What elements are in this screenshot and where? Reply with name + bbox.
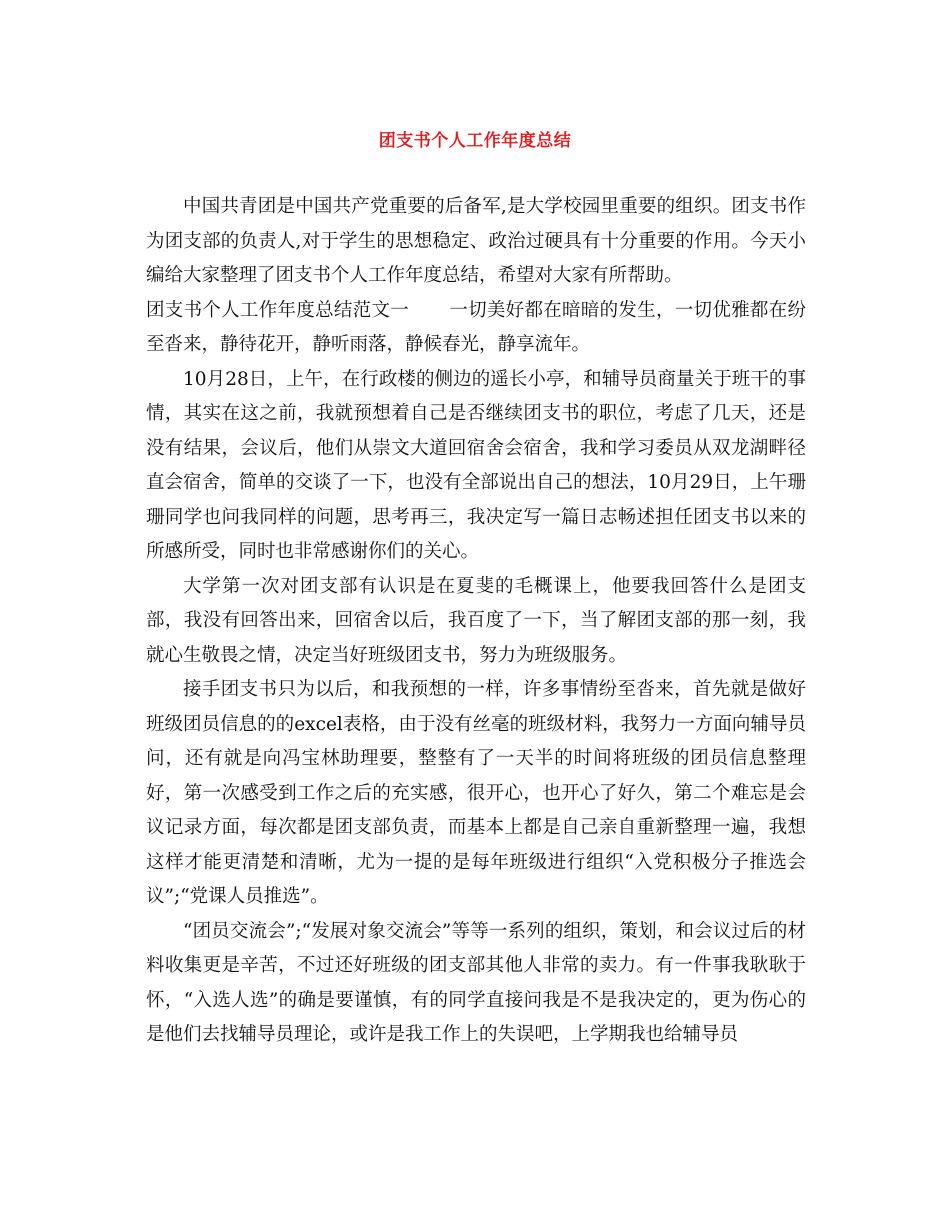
paragraph-meetings: “团员交流会”;“发展对象交流会”等等一系列的组织，策划，和会议过后的材料收集更是辛苦，不过还好班级的团支部其他人非常的卖力。有一件事我耿耿于怀，“入选人选”的确是要谨慎，有的同学直接问我是不是我决定的，更为伤心的是他们去找辅导员理论，或许是我工作上的失误吧，上学期我也给辅导员 [146,920,806,1045]
document-title: 团支书个人工作年度总结 [378,131,572,151]
paragraph-first-encounter: 大学第一次对团支部有认识是在夏斐的毛概课上，他要我回答什么是团支部，我没有回答出来，回宿舍以后，我百度了一下，当了解团支部的那一刻，我就心生敬畏之情，决定当好班级团支书，努力为班级服务。 [146,575,806,666]
paragraph-october: 10月28日，上午，在行政楼的侧边的遥长小亭，和辅导员商量关于班干的事情，其实在这之前，我就预想着自己是否继续团支书的职位，考虑了几天，还是没有结果，会议后，他们从崇文大道回宿舍会宿舍，我和学习委员从双龙湖畔径直会宿舍，简单的交谈了一下，也没有全部说出自己的想法，10月29日，上午珊珊同学也问我同样的问题，思考再三，我决定写一篇日志畅述担任团支书以来的所感所受，同时也非常感谢你们的关心。 [146,368,806,562]
paragraph-intro: 中国共青团是中国共产党重要的后备军,是大学校园里重要的组织。团支书作为团支部的负责人,对于学生的思想稳定、政治过硬具有十分重要的作用。今天小编给大家整理了团支书个人工作年度总结，希望对大家有所帮助。 [146,196,806,286]
sample-heading: 团支书个人工作年度总结范文一 [146,299,410,321]
paragraph-taking-over: 接手团支书只为以后，和我预想的一样，许多事情纷至沓来，首先就是做好班级团员信息的的excel表格，由于没有丝毫的班级材料，我努力一方面向辅导员问，还有就是向冯宝林助理要，整整有了一天半的时间将班级的团员信息整理好，第一次感受到工作之后的充实感，很开心，也开心了好久，第二个难忘是会议记录方面，每次都是团支部负责，而基本上都是自己亲自重新整理一遍，我想这样才能更清楚和清晰，尤为一提的是每年班级进行组织“入党积极分子推选会议”;“党课人员推选”。 [146,679,806,907]
document-body [146,190,806,1053]
sample-opening-text: 一切美好都在暗暗的发生，一切优雅都在纷至沓来，静待花开，静听雨落，静候春光，静享流年。 [146,299,806,355]
paragraph-sample-one [146,294,806,363]
